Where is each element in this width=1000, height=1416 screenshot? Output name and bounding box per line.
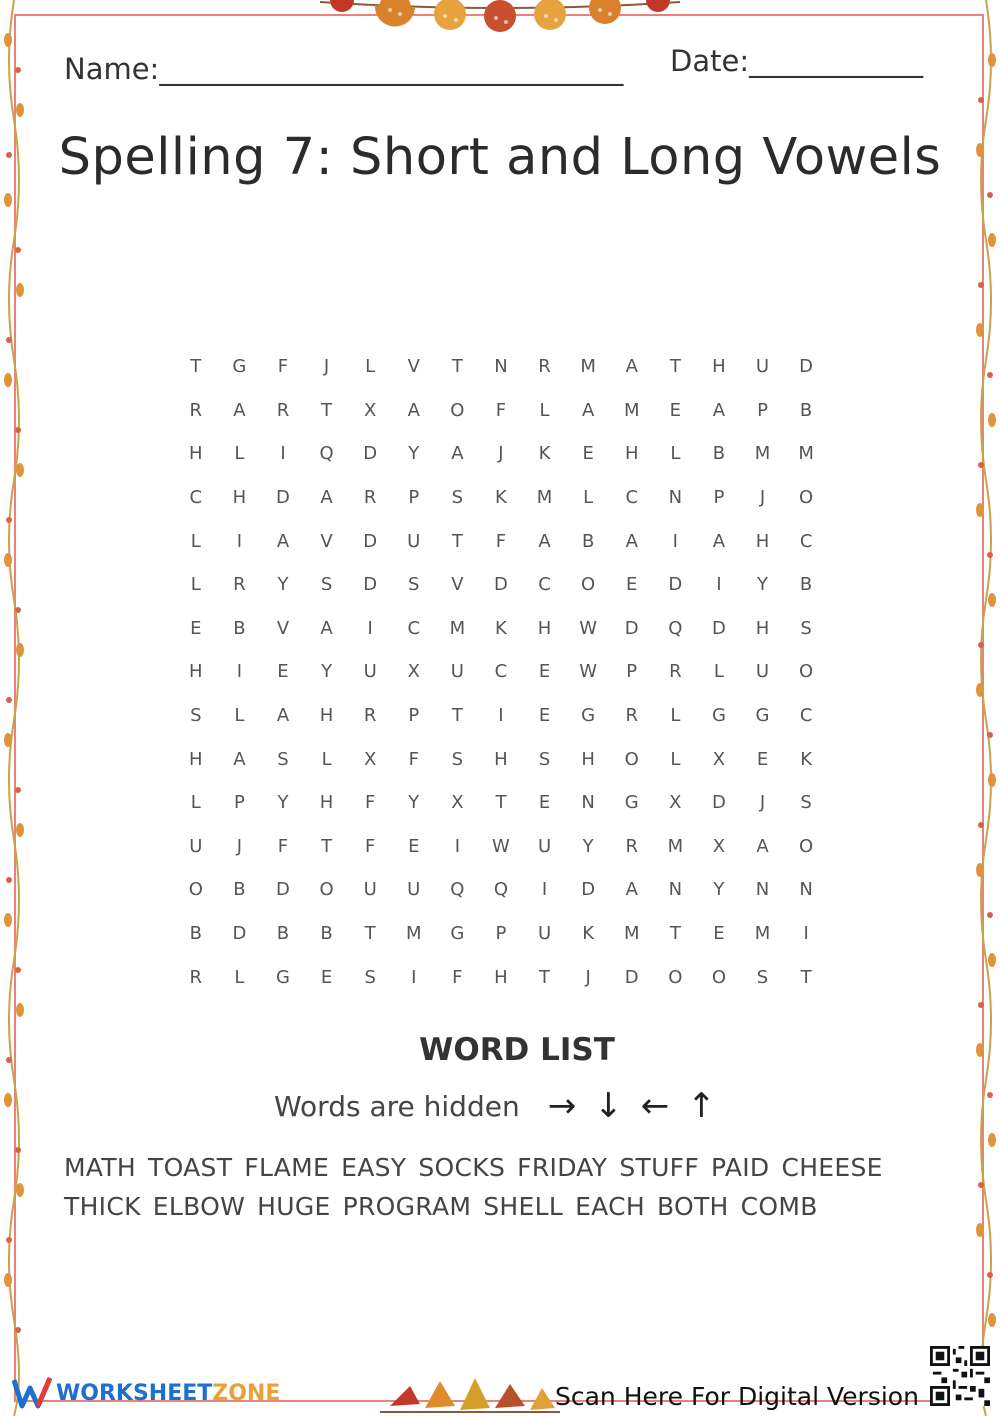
grid-letter[interactable]: H [319,705,334,727]
grid-letter[interactable]: D [799,356,814,378]
grid-letter[interactable]: R [363,705,377,727]
grid-letter[interactable]: U [407,879,421,901]
grid-letter[interactable]: L [539,399,550,421]
grid-letter[interactable]: M [667,835,684,857]
grid-letter[interactable]: E [582,443,594,465]
grid-letter[interactable]: J [585,966,591,988]
grid-letter[interactable]: B [189,923,202,945]
grid-letter[interactable]: H [189,748,203,770]
grid-letter[interactable]: R [625,835,638,857]
grid-letter[interactable]: U [537,835,552,857]
grid-letter[interactable]: B [799,399,813,421]
grid-letter[interactable]: M [580,356,596,378]
word-list-item: EASY [341,1153,407,1182]
arrow-left-icon: ← [640,1086,670,1126]
grid-letter[interactable]: U [450,661,464,683]
grid-letter[interactable]: G [276,966,290,988]
grid-letter[interactable]: A [320,487,333,509]
word-list-item: ELBOW [152,1192,246,1221]
word-list-item: SOCKS [418,1153,506,1182]
grid-letter[interactable]: T [451,356,463,378]
grid-letter[interactable]: M [754,443,771,465]
grid-letter[interactable]: A [625,530,638,552]
name-field: Name:________________________________ [64,52,624,86]
grid-letter[interactable]: J [759,792,766,814]
grid-letter[interactable]: H [581,748,595,770]
grid-letter[interactable]: W [492,835,510,857]
arrow-right-icon: → [547,1086,577,1126]
grid-letter[interactable]: Q [668,617,683,639]
grid-letter[interactable]: O [624,748,639,770]
grid-letter[interactable]: L [321,748,332,770]
direction-arrows [548,1086,716,1126]
grid-letter[interactable]: A [625,356,638,378]
grid-letter[interactable]: U [363,661,377,683]
grid-letter[interactable]: P [713,487,725,509]
grid-letter[interactable]: F [277,356,289,378]
grid-letter[interactable]: F [364,835,376,857]
grid-letter[interactable]: C [625,487,639,509]
grid-letter[interactable]: E [408,835,420,857]
grid-letter[interactable]: D [363,443,378,465]
grid-letter[interactable]: D [668,574,683,596]
word-list-title: WORD LIST [419,1032,615,1068]
grid-letter[interactable]: M [798,443,814,465]
grid-letter[interactable]: N [668,487,683,509]
grid-letter[interactable]: P [408,705,420,727]
grid-letter[interactable]: O [581,574,596,596]
grid-letter[interactable]: P [233,792,245,814]
grid-letter[interactable]: K [800,748,813,770]
grid-letter[interactable]: D [711,792,726,814]
word-list-item: SHELL [483,1192,564,1221]
date-field: Date:____________ [670,44,924,78]
grid-letter[interactable]: I [236,530,243,552]
grid-letter[interactable]: Q [450,879,465,901]
grid-letter[interactable]: O [450,399,465,421]
grid-letter[interactable]: H [494,748,508,770]
grid-letter[interactable]: E [538,705,551,727]
grid-letter[interactable]: A [233,399,246,421]
word-list-item: FLAME [244,1153,330,1182]
grid-letter[interactable]: Y [321,661,333,683]
grid-letter[interactable]: R [189,399,203,421]
grid-letter[interactable]: A [538,530,551,552]
grid-letter[interactable]: S [451,748,464,770]
word-list-item: STUFF [619,1153,700,1182]
grid-letter[interactable]: M [623,923,640,945]
grid-letter[interactable]: V [407,356,420,378]
grid-letter[interactable]: S [408,574,420,596]
grid-letter[interactable]: S [364,966,376,988]
grid-letter[interactable]: A [712,399,726,421]
arrow-up-icon: ↑ [687,1086,716,1126]
grid-letter[interactable]: L [670,705,681,727]
grid-letter[interactable]: T [364,923,376,945]
grid-letter[interactable]: N [799,879,813,901]
grid-letter[interactable]: Y [408,792,420,814]
grid-letter[interactable]: I [411,966,417,988]
word-list-item: FRIDAY [517,1153,608,1182]
grid-letter[interactable]: Y [408,443,420,465]
grid-letter[interactable]: T [800,966,812,988]
grid-letter[interactable]: B [712,443,726,465]
grid-letter[interactable]: C [407,617,421,639]
grid-letter[interactable]: U [537,923,552,945]
word-list [64,1148,944,1226]
grid-letter[interactable]: V [276,617,290,639]
grid-letter[interactable]: A [320,617,333,639]
grid-letter[interactable]: X [712,835,726,857]
grid-letter[interactable]: J [498,443,504,465]
grid-letter[interactable]: U [189,835,203,857]
grid-letter[interactable]: F [277,835,289,857]
grid-letter[interactable]: U [755,356,770,378]
grid-letter[interactable]: I [541,879,548,901]
grid-letter[interactable]: H [755,617,770,639]
grid-letter[interactable]: T [321,835,333,857]
grid-letter[interactable]: A [625,879,638,901]
word-list-item: PAID [711,1153,770,1182]
grid-letter[interactable]: I [803,923,809,945]
grid-letter[interactable]: X [364,748,377,770]
grid-letter[interactable]: D [494,574,508,596]
grid-letter[interactable]: E [669,399,682,421]
grid-letter[interactable]: K [495,487,507,509]
grid-letter[interactable]: S [277,748,289,770]
grid-letter[interactable]: L [234,705,245,727]
grid-letter[interactable]: H [319,792,334,814]
grid-letter[interactable]: D [711,617,726,639]
grid-letter[interactable]: I [672,530,678,552]
grid-letter[interactable]: H [755,530,770,552]
grid-letter[interactable]: B [320,923,333,945]
grid-letter[interactable]: Y [277,792,289,814]
grid-letter[interactable]: H [189,661,203,683]
word-list-hint-text: Words are hidden [274,1089,520,1123]
word-list-item: THICK [64,1192,141,1221]
grid-letter[interactable]: D [624,617,639,639]
grid-letter[interactable]: E [320,966,333,988]
grid-letter[interactable]: X [407,661,420,683]
logo-w-icon [12,1376,52,1410]
word-list-hint [274,1086,716,1126]
grid-letter[interactable]: B [581,530,595,552]
grid-letter[interactable]: H [189,443,203,465]
grid-letter[interactable]: S [320,574,333,596]
worksheet-zone-logo [12,1376,280,1410]
grid-letter[interactable]: K [495,617,507,639]
grid-letter[interactable]: E [538,661,551,683]
left-vine-decoration [0,0,28,1416]
grid-letter[interactable]: J [759,487,766,509]
word-list-item: MATH [64,1153,137,1182]
grid-letter[interactable]: S [190,705,202,727]
grid-letter[interactable]: T [669,356,681,378]
grid-letter[interactable]: S [800,792,812,814]
grid-letter[interactable]: J [323,356,330,378]
grid-letter[interactable]: D [581,879,596,901]
grid-letter[interactable]: O [799,487,814,509]
grid-letter[interactable]: E [756,748,769,770]
grid-letter[interactable]: G [711,705,726,727]
grid-letter[interactable]: U [363,879,377,901]
word-list-item: HUGE [257,1192,331,1221]
grid-letter[interactable]: F [495,399,507,421]
grid-letter[interactable]: G [624,792,639,814]
arrow-down-icon: ↓ [594,1086,623,1126]
grid-letter[interactable]: G [450,923,465,945]
grid-letter[interactable]: L [583,487,594,509]
grid-letter[interactable]: V [451,574,464,596]
grid-letter[interactable]: L [365,356,376,378]
grid-letter[interactable]: W [579,617,598,639]
grid-letter[interactable]: G [581,705,596,727]
grid-letter[interactable]: A [276,705,290,727]
grid-letter[interactable]: X [712,748,726,770]
grid-letter[interactable]: S [800,617,812,639]
grid-letter[interactable]: G [232,356,247,378]
grid-letter[interactable]: L [190,574,201,596]
grid-letter[interactable]: Y [757,574,769,596]
logo-brand-b: ZONE [212,1380,281,1406]
grid-letter[interactable]: O [668,966,683,988]
grid-letter[interactable]: D [232,923,247,945]
grid-letter[interactable]: I [454,835,461,857]
grid-letter[interactable]: F [495,530,507,552]
grid-letter[interactable]: V [320,530,333,552]
grid-letter[interactable]: A [712,530,726,552]
grid-letter[interactable]: M [623,399,640,421]
grid-letter[interactable]: I [367,617,373,639]
grid-letter[interactable]: P [626,661,638,683]
grid-letter[interactable]: T [190,356,202,378]
grid-letter[interactable]: H [232,487,247,509]
grid-letter[interactable]: R [233,574,246,596]
autumn-leaves-decoration [380,1366,560,1416]
grid-letter[interactable]: X [451,792,464,814]
grid-letter[interactable]: R [669,661,682,683]
word-search-grid [174,345,828,999]
grid-letter[interactable]: F [408,748,419,770]
grid-letter[interactable]: E [190,617,202,639]
word-list-item: CHEESE [781,1153,883,1182]
grid-letter[interactable]: B [233,617,246,639]
grid-letter[interactable]: M [406,923,422,945]
grid-letter[interactable]: L [190,792,201,814]
grid-letter[interactable]: N [581,792,595,814]
grid-letter[interactable]: D [276,879,290,901]
grid-letter[interactable]: D [624,966,639,988]
grid-letter[interactable]: Y [277,574,289,596]
word-list-item: PROGRAM [342,1192,472,1221]
grid-letter[interactable]: L [234,966,245,988]
grid-letter[interactable]: Q [493,879,509,901]
grid-letter[interactable]: S [756,966,769,988]
grid-letter[interactable]: N [494,356,508,378]
grid-letter[interactable]: O [799,661,814,683]
grid-letter[interactable]: T [669,923,681,945]
word-list-item: TOAST [148,1153,233,1182]
grid-letter[interactable]: L [713,661,724,683]
grid-letter[interactable]: P [757,399,768,421]
grid-letter[interactable]: R [363,487,377,509]
word-list-item: BOTH [657,1192,729,1221]
grid-letter[interactable]: M [754,923,771,945]
scan-text: Scan Here For Digital Version [555,1382,919,1411]
grid-letter[interactable]: U [407,530,421,552]
grid-letter[interactable]: I [498,705,504,727]
grid-letter[interactable]: A [581,399,595,421]
grid-letter[interactable]: R [625,705,638,727]
grid-letter[interactable]: I [716,574,722,596]
grid-letter[interactable]: E [713,923,725,945]
right-vine-decoration [972,0,1000,1416]
grid-letter[interactable]: H [494,966,508,988]
grid-letter[interactable]: Y [713,879,725,901]
grid-letter[interactable]: F [364,792,376,814]
grid-letter[interactable]: O [799,835,814,857]
grid-letter[interactable]: A [407,399,420,421]
grid-letter[interactable]: L [670,748,681,770]
grid-letter[interactable]: O [711,966,726,988]
grid-letter[interactable]: I [236,661,243,683]
grid-letter[interactable]: O [188,879,203,901]
grid-letter[interactable]: H [712,356,726,378]
grid-letter[interactable]: K [538,443,551,465]
grid-letter[interactable]: N [755,879,770,901]
bunting-decoration [320,0,680,40]
grid-letter[interactable]: I [280,443,286,465]
grid-letter[interactable]: D [276,487,290,509]
grid-letter[interactable]: C [189,487,203,509]
grid-letter[interactable]: X [364,399,377,421]
grid-letter[interactable]: T [451,705,463,727]
grid-letter[interactable]: C [799,705,813,727]
grid-letter[interactable]: F [452,966,463,988]
grid-letter[interactable]: C [538,574,551,596]
grid-letter[interactable]: P [408,487,420,509]
grid-letter[interactable]: C [494,661,508,683]
grid-letter[interactable]: E [626,574,638,596]
grid-letter[interactable]: J [236,835,243,857]
grid-letter[interactable]: A [756,835,769,857]
qr-code-icon[interactable] [930,1346,990,1406]
grid-letter[interactable]: P [495,923,507,945]
grid-letter[interactable]: A [233,748,246,770]
grid-letter[interactable]: M [536,487,553,509]
grid-letter[interactable]: H [537,617,552,639]
grid-letter[interactable]: E [277,661,289,683]
grid-letter[interactable]: A [276,530,290,552]
grid-letter[interactable]: G [755,705,770,727]
grid-letter[interactable]: L [190,530,201,552]
grid-letter[interactable]: K [582,923,595,945]
logo-brand-a: WORKSHEET [56,1380,213,1406]
grid-letter[interactable]: B [799,574,813,596]
grid-letter[interactable]: T [495,792,507,814]
page-title: Spelling 7: Short and Long Vowels [58,128,942,187]
grid-letter[interactable]: R [189,966,203,988]
grid-letter[interactable]: D [363,530,378,552]
grid-letter[interactable]: Y [582,835,594,857]
word-list-item: EACH [575,1192,645,1221]
grid-letter[interactable]: M [449,617,466,639]
grid-letter[interactable]: T [539,966,551,988]
grid-letter[interactable]: X [669,792,682,814]
grid-letter[interactable]: L [234,443,245,465]
grid-letter[interactable]: C [799,530,813,552]
grid-letter[interactable]: S [538,748,551,770]
grid-letter[interactable]: W [579,661,598,683]
grid-letter[interactable]: T [451,530,463,552]
grid-letter[interactable]: B [233,879,246,901]
grid-letter[interactable]: A [451,443,464,465]
grid-letter[interactable]: L [670,443,681,465]
word-list-item: COMB [740,1192,818,1221]
grid-letter[interactable]: O [319,879,334,901]
grid-letter[interactable]: D [363,574,378,596]
grid-letter[interactable]: T [321,399,333,421]
grid-letter[interactable]: N [668,879,683,901]
grid-letter[interactable]: H [624,443,639,465]
grid-letter[interactable]: R [276,399,290,421]
grid-letter[interactable]: B [276,923,290,945]
grid-letter[interactable]: Q [319,443,334,465]
grid-letter[interactable]: U [755,661,770,683]
grid-letter[interactable]: R [538,356,551,378]
grid-letter[interactable]: E [538,792,551,814]
grid-letter[interactable]: S [451,487,464,509]
